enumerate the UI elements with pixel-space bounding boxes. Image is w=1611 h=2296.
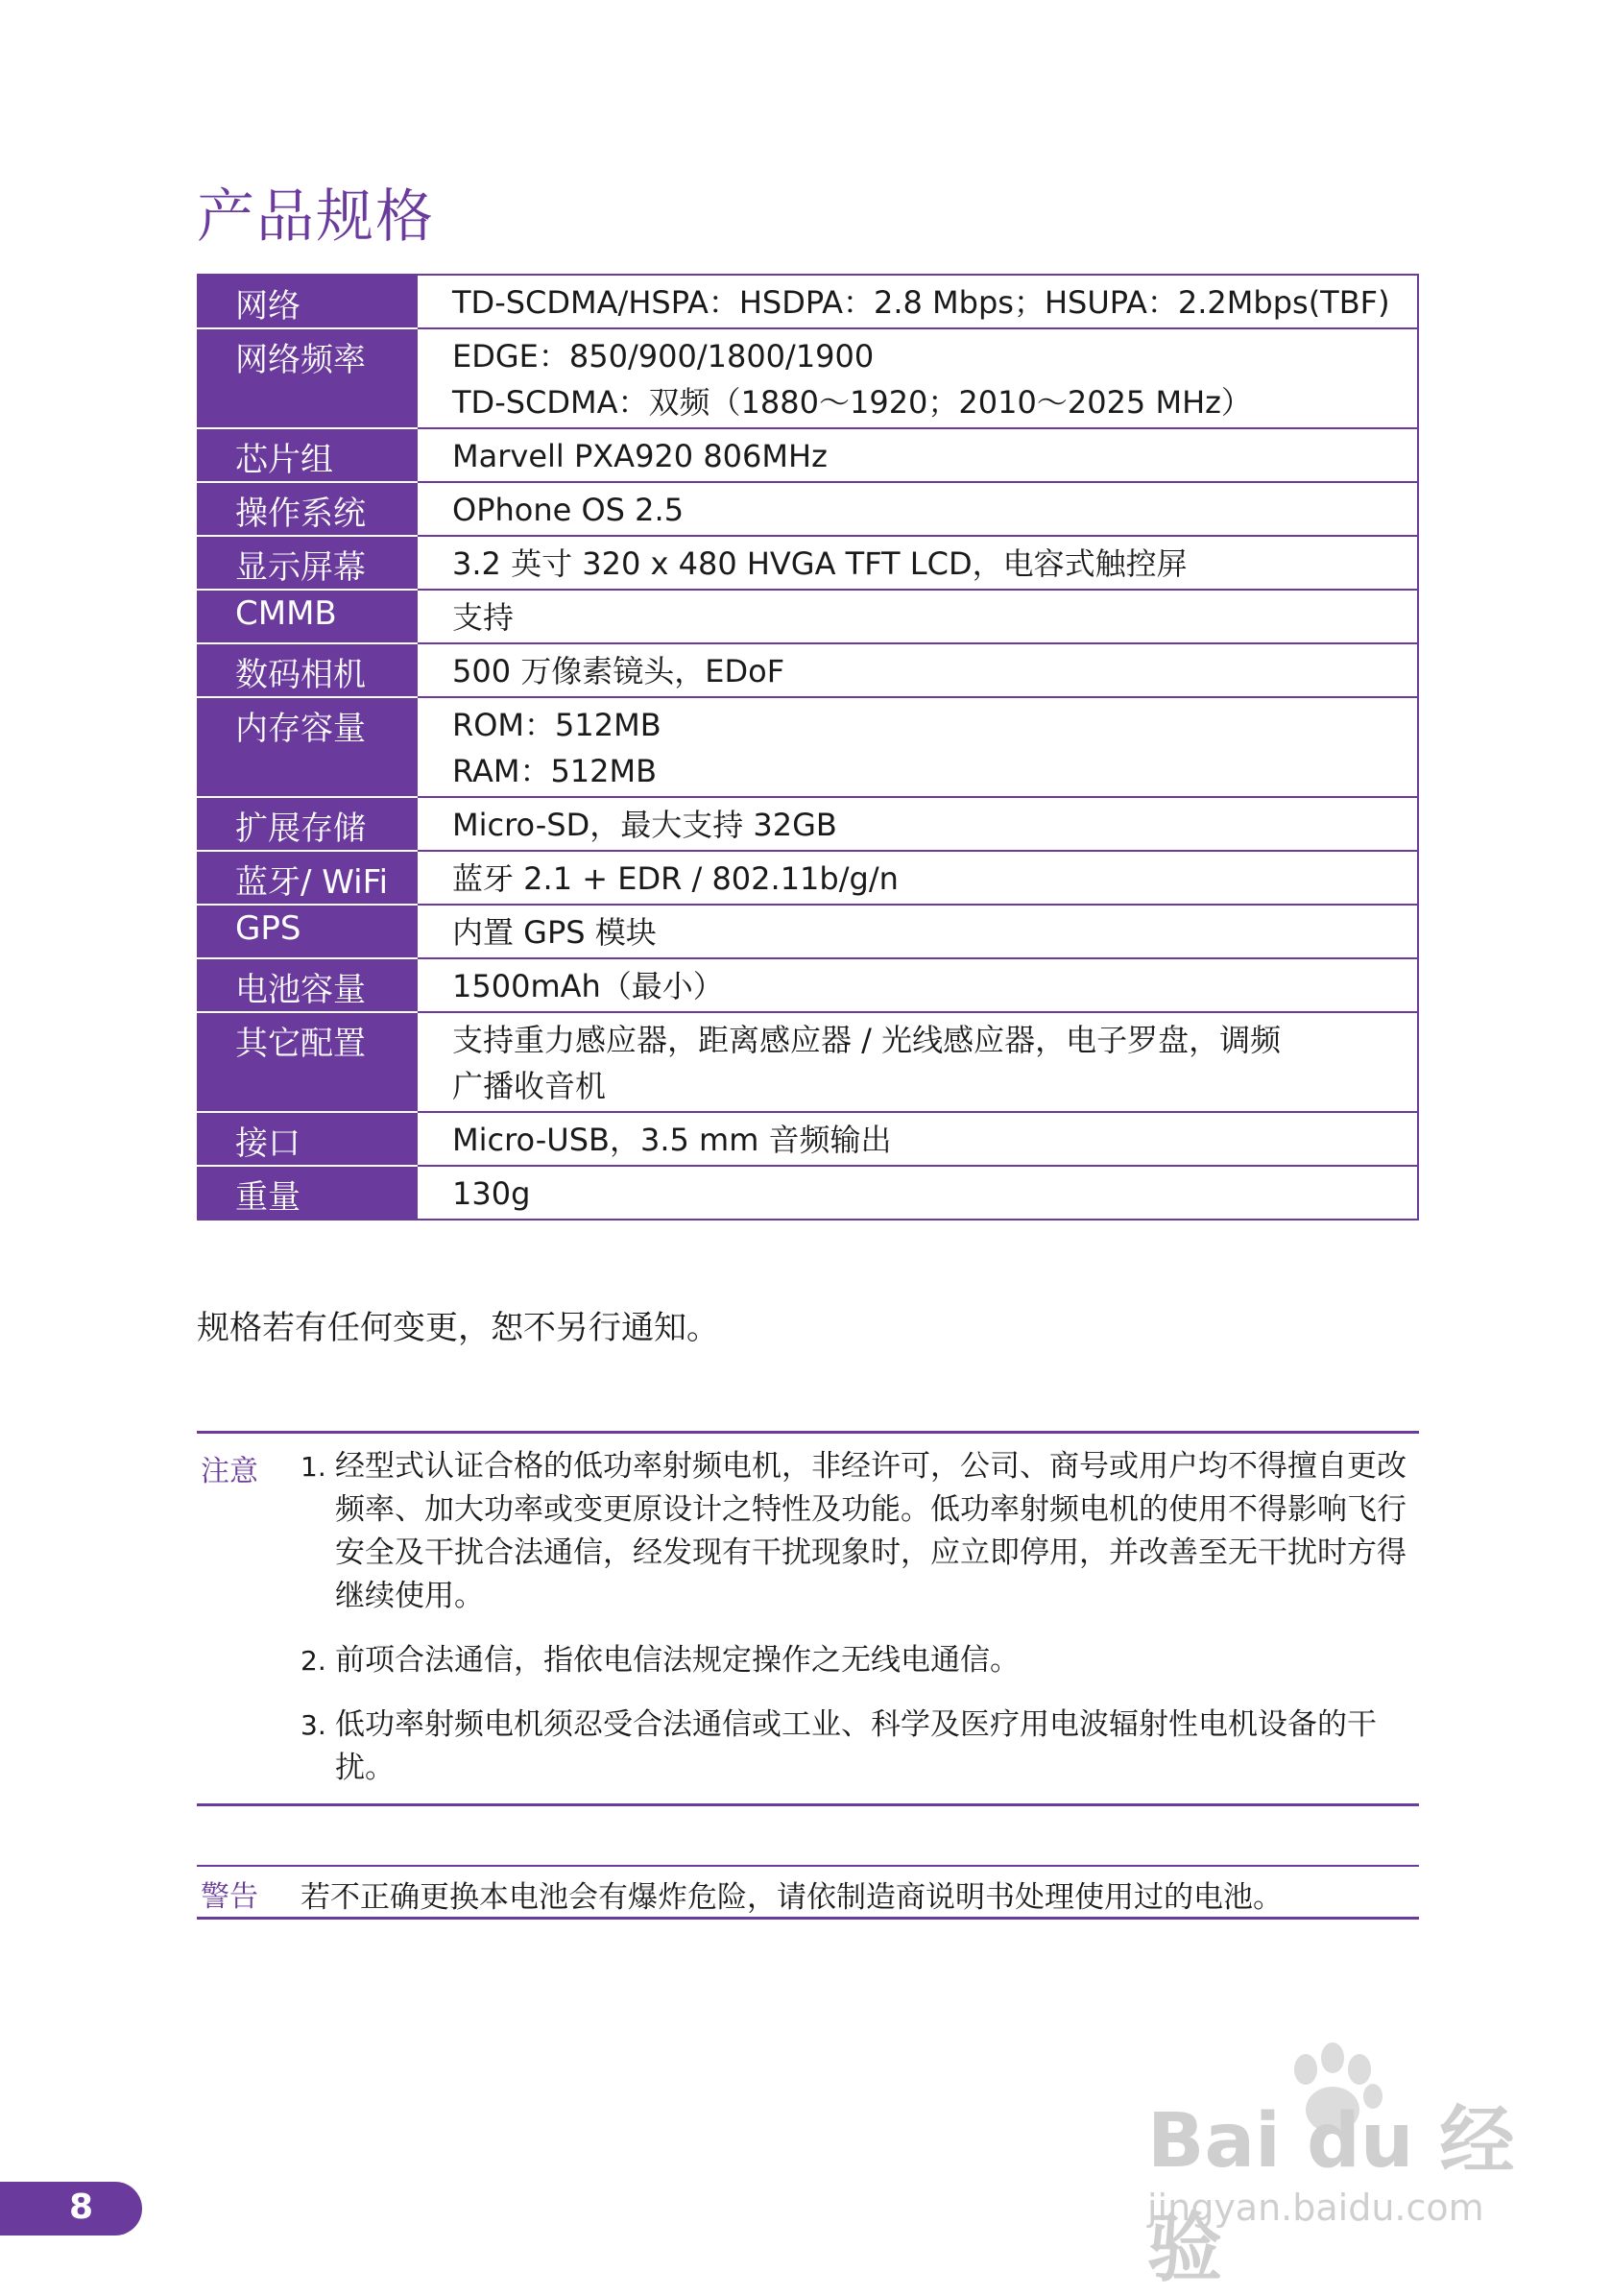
spec-value-line: ROM：512MB [452, 707, 661, 743]
spec-label: GPS [198, 905, 417, 958]
spec-value [417, 590, 1418, 643]
spec-value-line: 支持 [452, 599, 515, 636]
spec-value-line: OPhone OS 2.5 [452, 492, 685, 528]
spec-row [198, 1166, 1418, 1220]
notice-item-text: 经型式认证合格的低功率射频电机，非经许可，公司、商号或用户均不得擅自更改频率、加大功率或变更原设计之特性及功能。低功率射频电机的使用不得影响飞行安全及干扰合法通信，经发现有干扰现象时，应立即停用，并改善至无干扰时方得继续使用。 [335, 1449, 1407, 1613]
notice-box [197, 1431, 1419, 1806]
spec-row [198, 428, 1418, 482]
spec-value [417, 328, 1418, 428]
page-title: 产品规格 [197, 183, 435, 251]
notice-list [301, 1445, 1419, 1790]
spec-value-line: Micro-SD，最大支持 32GB [452, 807, 837, 843]
spec-value [417, 905, 1418, 958]
spec-value-line: Micro-USB，3.5 mm 音频输出 [452, 1122, 892, 1158]
notice-item [301, 1445, 1419, 1618]
spec-label: 重量 [198, 1166, 417, 1220]
spec-value-line: 内置 GPS 模块 [452, 914, 657, 951]
spec-value [417, 1112, 1418, 1166]
spec-value [417, 482, 1418, 536]
watermark-url: jingyan.baidu.com [1147, 2187, 1484, 2229]
spec-value [417, 1012, 1418, 1112]
warning-text: 若不正确更换本电池会有爆炸危险，请依制造商说明书处理使用过的电池。 [301, 1880, 1283, 1915]
spec-value-line: 130g [452, 1175, 531, 1212]
notice-label: 注意 [201, 1455, 258, 1488]
spec-value-line: 3.2 英寸 320 x 480 HVGA TFT LCD，电容式触控屏 [452, 545, 1188, 582]
spec-label: 数码相机 [198, 643, 417, 697]
spec-value-line: 支持重力感应器，距离感应器 / 光线感应器，电子罗盘，调频 [452, 1022, 1282, 1058]
spec-row [198, 1112, 1418, 1166]
spec-row [198, 851, 1418, 905]
disclaimer-text: 规格若有任何变更，恕不另行通知。 [197, 1309, 719, 1347]
spec-value-line: Marvell PXA920 806MHz [452, 438, 828, 474]
spec-value [417, 697, 1418, 797]
spec-label: 其它配置 [198, 1012, 417, 1112]
spec-row [198, 958, 1418, 1012]
spec-row [198, 536, 1418, 590]
spec-label: 网络 [198, 275, 417, 328]
notice-item-number: 1. [301, 1451, 326, 1483]
spec-value-line: EDGE：850/900/1800/1900 [452, 338, 875, 375]
page-number-tab [0, 2182, 142, 2236]
spec-value [417, 797, 1418, 851]
spec-label: 内存容量 [198, 697, 417, 797]
spec-row [198, 905, 1418, 958]
notice-item-number: 3. [301, 1709, 326, 1741]
watermark [1147, 2041, 1551, 2292]
spec-label: CMMB [198, 590, 417, 643]
spec-label: 显示屏幕 [198, 536, 417, 590]
spec-value [417, 958, 1418, 1012]
spec-label: 接口 [198, 1112, 417, 1166]
spec-value-line: 蓝牙 2.1 + EDR / 802.11b/g/n [452, 860, 899, 897]
spec-label: 电池容量 [198, 958, 417, 1012]
spec-row [198, 697, 1418, 797]
notice-item [301, 1639, 1419, 1682]
spec-label: 扩展存储 [198, 797, 417, 851]
spec-value-line: 500 万像素镜头，EDoF [452, 653, 785, 689]
page-number: 8 [69, 2187, 94, 2227]
watermark-brand: Bai du 经验 [1147, 2098, 1515, 2292]
notice-item [301, 1704, 1419, 1790]
spec-row [198, 590, 1418, 643]
spec-row [198, 1012, 1418, 1112]
spec-label: 操作系统 [198, 482, 417, 536]
spec-value [417, 536, 1418, 590]
notice-item-text: 前项合法通信，指依电信法规定操作之无线电通信。 [335, 1643, 1020, 1678]
spec-value-line: TD-SCDMA/HSPA：HSDPA：2.8 Mbps；HSUPA：2.2Mbps(TBF) [452, 284, 1390, 321]
spec-row [198, 482, 1418, 536]
spec-value-line: RAM：512MB [452, 753, 658, 789]
spec-label: 网络频率 [198, 328, 417, 428]
spec-value [417, 428, 1418, 482]
spec-value [417, 275, 1418, 328]
warning-box [197, 1865, 1419, 1920]
spec-row [198, 275, 1418, 328]
warning-label: 警告 [201, 1880, 258, 1914]
notice-item-number: 2. [301, 1645, 326, 1677]
spec-value-line: TD-SCDMA：双频（1880～1920；2010～2025 MHz） [452, 384, 1252, 421]
spec-label: 蓝牙/ WiFi [198, 851, 417, 905]
spec-value-line: 1500mAh（最小） [452, 968, 724, 1004]
notice-item-text: 低功率射频电机须忍受合法通信或工业、科学及医疗用电波辐射性电机设备的干扰。 [335, 1707, 1377, 1785]
spec-label: 芯片组 [198, 428, 417, 482]
spec-row [198, 328, 1418, 428]
spec-row [198, 643, 1418, 697]
spec-value [417, 851, 1418, 905]
spec-value [417, 1166, 1418, 1220]
spec-value-line: 广播收音机 [452, 1068, 607, 1104]
spec-row [198, 797, 1418, 851]
spec-table [197, 274, 1419, 1221]
spec-value [417, 643, 1418, 697]
